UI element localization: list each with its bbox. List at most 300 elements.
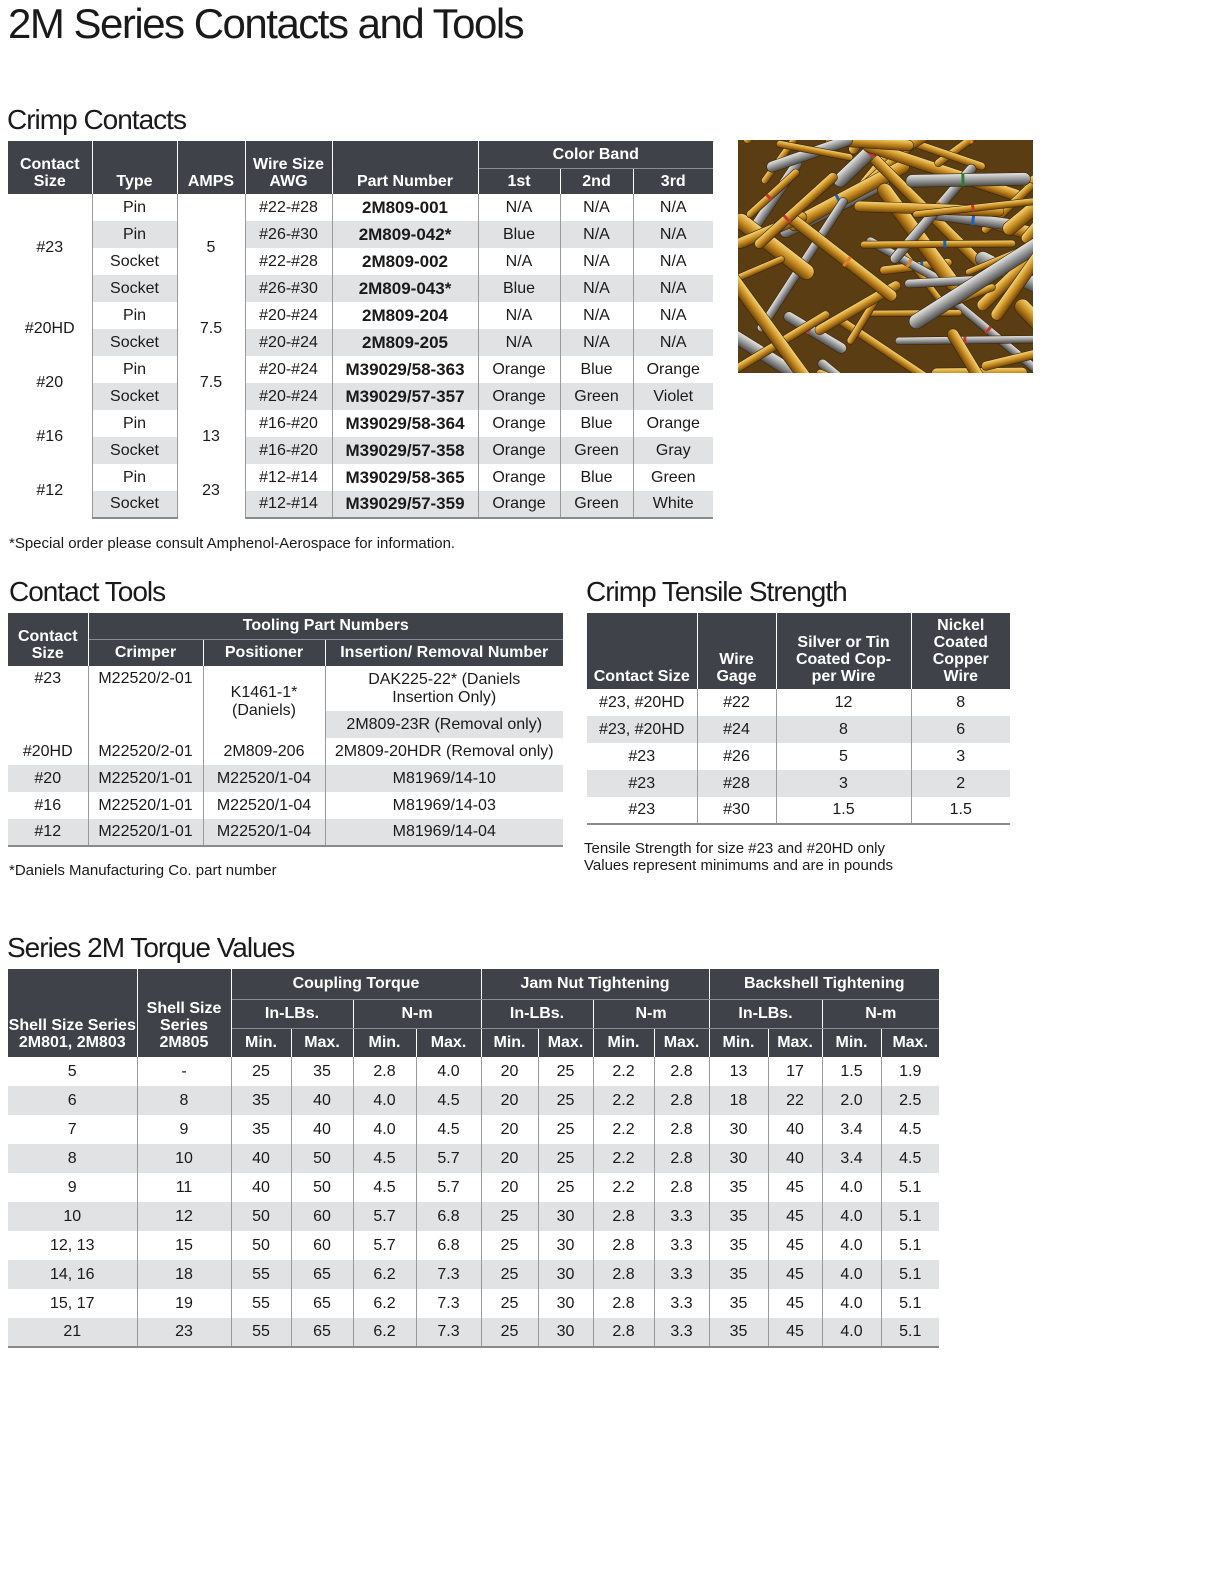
torque-value-cell: 65 [291,1289,353,1318]
torque-value-cell: 25 [538,1173,593,1202]
torque-value-cell: 25 [481,1260,538,1289]
torque-value-cell: 4.0 [822,1318,881,1347]
torque-value-cell: 25 [538,1115,593,1144]
tensile-table [587,613,1010,825]
torque-header-inlbs: In-LBs. [481,999,593,1028]
torque-value-cell: 35 [291,1057,353,1086]
torque-value-cell: 17 [768,1057,822,1086]
torque-value-cell: 2.8 [654,1144,709,1173]
torque-value-cell: 50 [231,1231,291,1260]
tools-positioner: M22520/1-04 [203,819,325,846]
tensile-gage-cell: #26 [697,743,776,770]
wire-size-cell: #22-#28 [245,248,332,275]
type-cell: Pin [92,194,177,221]
tools-insertion: M81969/14-03 [325,792,563,819]
torque-value-cell: 2.8 [654,1086,709,1115]
torque-value-cell: 35 [709,1289,768,1318]
shell-size-2m805-cell: 19 [137,1289,231,1318]
torque-value-cell: 6.2 [353,1318,416,1347]
type-cell: Pin [92,464,177,491]
tensile-silver-cell: 3 [776,770,911,797]
torque-value-cell: 1.5 [822,1057,881,1086]
torque-header-min: Min. [593,1028,654,1057]
torque-value-cell: 2.8 [593,1318,654,1347]
tensile-title: Crimp Tensile Strength [586,576,847,607]
type-cell: Pin [92,356,177,383]
torque-header-min: Min. [709,1028,768,1057]
torque-value-cell: 25 [538,1086,593,1115]
torque-value-cell: 4.5 [353,1173,416,1202]
tools-header-insertion: Insertion/ Removal Number [325,639,563,666]
tools-crimper-23: M22520/2-01 [88,666,203,738]
header-type: Type [92,141,177,194]
color-band-1st-cell: Orange [478,491,560,518]
part-number-cell: M39029/57-359 [332,491,478,518]
type-cell: Socket [92,248,177,275]
amps-cell: 5 [177,194,245,302]
shell-size-2m805-cell: 15 [137,1231,231,1260]
tools-size: #20 [8,765,88,792]
type-cell: Socket [92,383,177,410]
tensile-size-cell: #23, #20HD [587,716,697,743]
torque-value-cell: 4.0 [822,1289,881,1318]
shell-size-2m805-cell: 8 [137,1086,231,1115]
tools-insertion-23b: 2M809-23R (Removal only) [325,711,563,738]
torque-value-cell: 6.8 [416,1231,481,1260]
color-band-1st-cell: Blue [478,221,560,248]
amps-cell: 23 [177,464,245,518]
torque-value-cell: 25 [481,1231,538,1260]
header-part-number: Part Number [332,141,478,194]
torque-header-backshell: Backshell Tightening [709,969,939,999]
part-number-cell: 2M809-043* [332,275,478,302]
tools-positioner: 2M809-206 [203,738,325,765]
torque-value-cell: 5.7 [353,1231,416,1260]
torque-header-inlbs: In-LBs. [231,999,353,1028]
contact-size-cell: #20HD [8,302,92,356]
torque-value-cell: 5.1 [881,1202,939,1231]
color-band-3rd-cell: N/A [633,302,713,329]
torque-value-cell: 25 [481,1318,538,1347]
color-band-2nd-cell: N/A [560,221,633,248]
torque-value-cell: 4.5 [881,1115,939,1144]
color-band-1st-cell: N/A [478,248,560,275]
torque-header-max: Max. [538,1028,593,1057]
color-band-1st-cell: N/A [478,302,560,329]
torque-header-max: Max. [291,1028,353,1057]
header-amps: AMPS [177,141,245,194]
torque-value-cell: 2.2 [593,1057,654,1086]
part-number-cell: M39029/57-357 [332,383,478,410]
torque-value-cell: 7.3 [416,1318,481,1347]
torque-value-cell: 2.8 [593,1231,654,1260]
torque-value-cell: 40 [291,1115,353,1144]
color-band-1st-cell: Orange [478,410,560,437]
crimp-contacts-table [8,141,713,519]
torque-value-cell: 3.3 [654,1289,709,1318]
torque-value-cell: 7.3 [416,1289,481,1318]
color-band-3rd-cell: Green [633,464,713,491]
torque-value-cell: 5.7 [416,1144,481,1173]
tensile-nickel-cell: 1.5 [911,797,1010,824]
wire-size-cell: #20-#24 [245,383,332,410]
contact-size-cell: #23 [8,194,92,302]
tensile-size-cell: #23, #20HD [587,689,697,716]
part-number-cell: M39029/58-365 [332,464,478,491]
torque-value-cell: 4.0 [822,1173,881,1202]
tensile-size-cell: #23 [587,743,697,770]
wire-size-cell: #20-#24 [245,356,332,383]
torque-value-cell: 50 [231,1202,291,1231]
torque-value-cell: 4.0 [822,1202,881,1231]
torque-value-cell: 25 [538,1144,593,1173]
tools-crimper: M22520/1-01 [88,792,203,819]
torque-value-cell: 3.4 [822,1144,881,1173]
torque-header-inlbs: In-LBs. [709,999,822,1028]
tensile-header-nickel: Nickel Coated Copper Wire [911,613,1010,689]
torque-value-cell: 2.8 [593,1289,654,1318]
torque-header-nm: N-m [593,999,709,1028]
type-cell: Socket [92,491,177,518]
part-number-cell: M39029/57-358 [332,437,478,464]
part-number-cell: 2M809-001 [332,194,478,221]
tensile-nickel-cell: 3 [911,743,1010,770]
color-band-1st-cell: Orange [478,383,560,410]
header-contact-size: Contact Size [8,141,92,194]
shell-size-2m805-cell: 12 [137,1202,231,1231]
shell-size-cell: 21 [8,1318,137,1347]
shell-size-cell: 9 [8,1173,137,1202]
wire-size-cell: #20-#24 [245,302,332,329]
tools-positioner-23: K1461-1* (Daniels) [203,666,325,738]
torque-value-cell: 2.5 [881,1086,939,1115]
header-wire-size: Wire Size AWG [245,141,332,194]
tools-insertion: M81969/14-10 [325,765,563,792]
shell-size-cell: 10 [8,1202,137,1231]
tensile-note-1: Tensile Strength for size #23 and #20HD only [584,840,886,857]
color-band-1st-cell: Orange [478,356,560,383]
contact-tools-footnote: *Daniels Manufacturing Co. part number [9,862,277,879]
torque-value-cell: 20 [481,1086,538,1115]
torque-value-cell: 30 [538,1231,593,1260]
color-band-3rd-cell: N/A [633,221,713,248]
tensile-nickel-cell: 8 [911,689,1010,716]
type-cell: Pin [92,221,177,248]
torque-header-max: Max. [768,1028,822,1057]
torque-value-cell: 4.0 [822,1231,881,1260]
torque-value-cell: 5.1 [881,1260,939,1289]
torque-header-nm: N-m [353,999,481,1028]
torque-value-cell: 3.3 [654,1318,709,1347]
torque-value-cell: 4.5 [416,1086,481,1115]
torque-value-cell: 35 [709,1231,768,1260]
contact-size-cell: #12 [8,464,92,518]
color-band-2nd-cell: N/A [560,248,633,275]
torque-value-cell: 2.2 [593,1115,654,1144]
tensile-silver-cell: 8 [776,716,911,743]
tensile-header-contact-size: Contact Size [587,613,697,689]
torque-value-cell: 4.0 [353,1115,416,1144]
shell-size-cell: 8 [8,1144,137,1173]
contact-size-cell: #20 [8,356,92,410]
tools-positioner: M22520/1-04 [203,765,325,792]
torque-value-cell: 25 [481,1202,538,1231]
type-cell: Socket [92,329,177,356]
color-band-3rd-cell: Orange [633,356,713,383]
torque-value-cell: 40 [768,1115,822,1144]
tools-size: #20HD [8,738,88,765]
torque-value-cell: 3.3 [654,1202,709,1231]
torque-header-min: Min. [353,1028,416,1057]
shell-size-2m805-cell: 10 [137,1144,231,1173]
color-band-2nd-cell: Blue [560,356,633,383]
torque-value-cell: 45 [768,1202,822,1231]
torque-value-cell: 2.8 [654,1115,709,1144]
tensile-gage-cell: #22 [697,689,776,716]
torque-value-cell: 55 [231,1318,291,1347]
torque-value-cell: 30 [538,1202,593,1231]
torque-value-cell: 2.2 [593,1086,654,1115]
part-number-cell: 2M809-002 [332,248,478,275]
shell-size-cell: 14, 16 [8,1260,137,1289]
torque-header-nm: N-m [822,999,939,1028]
torque-value-cell: 35 [231,1115,291,1144]
color-band-3rd-cell: N/A [633,194,713,221]
torque-value-cell: 7.3 [416,1260,481,1289]
torque-value-cell: 45 [768,1318,822,1347]
wire-size-cell: #12-#14 [245,491,332,518]
tensile-header-silver: Silver or Tin Coated Cop- per Wire [776,613,911,689]
page-title: 2M Series Contacts and Tools [8,0,524,47]
torque-value-cell: 2.8 [353,1057,416,1086]
torque-value-cell: 25 [231,1057,291,1086]
torque-value-cell: 6.2 [353,1260,416,1289]
torque-table [8,969,939,1348]
torque-value-cell: 45 [768,1260,822,1289]
tensile-silver-cell: 1.5 [776,797,911,824]
color-band-3rd-cell: N/A [633,329,713,356]
torque-value-cell: 6.8 [416,1202,481,1231]
color-band-2nd-cell: N/A [560,302,633,329]
part-number-cell: M39029/58-363 [332,356,478,383]
shell-size-2m805-cell: 9 [137,1115,231,1144]
color-band-2nd-cell: Blue [560,410,633,437]
tensile-nickel-cell: 6 [911,716,1010,743]
torque-header-jam: Jam Nut Tightening [481,969,709,999]
tensile-header-wire-gage: Wire Gage [697,613,776,689]
tools-size: #12 [8,819,88,846]
color-band-2nd-cell: N/A [560,329,633,356]
torque-value-cell: 35 [709,1260,768,1289]
color-band-2nd-cell: Blue [560,464,633,491]
color-band-3rd-cell: White [633,491,713,518]
torque-value-cell: 45 [768,1173,822,1202]
torque-value-cell: 60 [291,1231,353,1260]
wire-size-cell: #16-#20 [245,410,332,437]
torque-value-cell: 3.4 [822,1115,881,1144]
shell-size-cell: 6 [8,1086,137,1115]
amps-cell: 7.5 [177,302,245,356]
tools-positioner: M22520/1-04 [203,792,325,819]
tools-header-crimper: Crimper [88,639,203,666]
color-band-3rd-cell: Orange [633,410,713,437]
wire-size-cell: #26-#30 [245,221,332,248]
tools-header-tooling: Tooling Part Numbers [88,613,563,639]
torque-value-cell: 45 [768,1289,822,1318]
color-band-3rd-cell: N/A [633,275,713,302]
torque-value-cell: 25 [538,1057,593,1086]
shell-size-2m805-cell: 11 [137,1173,231,1202]
header-band-2nd: 2nd [560,168,633,194]
torque-header-coupling: Coupling Torque [231,969,481,999]
color-band-3rd-cell: Violet [633,383,713,410]
color-band-1st-cell: Orange [478,464,560,491]
torque-value-cell: 20 [481,1057,538,1086]
torque-value-cell: 2.0 [822,1086,881,1115]
torque-value-cell: 5.7 [416,1173,481,1202]
color-band-2nd-cell: N/A [560,275,633,302]
color-band-3rd-cell: Gray [633,437,713,464]
torque-value-cell: 4.0 [416,1057,481,1086]
torque-value-cell: 40 [231,1173,291,1202]
color-band-1st-cell: N/A [478,329,560,356]
tools-header-contact-size: Contact Size [8,613,88,666]
torque-value-cell: 5.7 [353,1202,416,1231]
contact-size-cell: #16 [8,410,92,464]
shell-size-cell: 5 [8,1057,137,1086]
torque-value-cell: 55 [231,1289,291,1318]
tools-insertion: M81969/14-04 [325,819,563,846]
wire-size-cell: #12-#14 [245,464,332,491]
tensile-silver-cell: 5 [776,743,911,770]
torque-header-min: Min. [822,1028,881,1057]
torque-value-cell: 2.8 [654,1173,709,1202]
tensile-gage-cell: #28 [697,770,776,797]
torque-value-cell: 60 [291,1202,353,1231]
torque-value-cell: 2.8 [593,1260,654,1289]
torque-value-cell: 4.5 [881,1144,939,1173]
torque-value-cell: 6.2 [353,1289,416,1318]
shell-size-cell: 7 [8,1115,137,1144]
tools-crimper: M22520/2-01 [88,738,203,765]
torque-value-cell: 40 [291,1086,353,1115]
color-band-1st-cell: Blue [478,275,560,302]
torque-value-cell: 65 [291,1260,353,1289]
color-band-1st-cell: N/A [478,194,560,221]
torque-value-cell: 5.1 [881,1318,939,1347]
part-number-cell: M39029/58-364 [332,410,478,437]
wire-size-cell: #20-#24 [245,329,332,356]
tensile-nickel-cell: 2 [911,770,1010,797]
shell-size-cell: 12, 13 [8,1231,137,1260]
torque-value-cell: 25 [481,1289,538,1318]
shell-size-2m805-cell: 18 [137,1260,231,1289]
tools-size: #16 [8,792,88,819]
torque-value-cell: 50 [291,1173,353,1202]
torque-header-shell-b: Shell Size Series 2M805 [137,969,231,1057]
torque-value-cell: 5.1 [881,1231,939,1260]
torque-value-cell: 55 [231,1260,291,1289]
torque-value-cell: 35 [709,1202,768,1231]
part-number-cell: 2M809-205 [332,329,478,356]
torque-value-cell: 50 [291,1144,353,1173]
wire-size-cell: #16-#20 [245,437,332,464]
torque-value-cell: 22 [768,1086,822,1115]
contacts-photo-image [738,140,1033,373]
amps-cell: 13 [177,410,245,464]
torque-header-min: Min. [481,1028,538,1057]
torque-header-max: Max. [416,1028,481,1057]
color-band-2nd-cell: Green [560,437,633,464]
part-number-cell: 2M809-042* [332,221,478,248]
torque-value-cell: 35 [709,1173,768,1202]
wire-size-cell: #22-#28 [245,194,332,221]
torque-value-cell: 40 [768,1144,822,1173]
color-band-2nd-cell: N/A [560,194,633,221]
tensile-size-cell: #23 [587,770,697,797]
color-band-3rd-cell: N/A [633,248,713,275]
torque-value-cell: 40 [231,1144,291,1173]
torque-value-cell: 20 [481,1173,538,1202]
shell-size-2m805-cell: 23 [137,1318,231,1347]
torque-value-cell: 4.0 [353,1086,416,1115]
torque-value-cell: 4.5 [353,1144,416,1173]
torque-value-cell: 45 [768,1231,822,1260]
shell-size-2m805-cell: - [137,1057,231,1086]
amps-cell: 7.5 [177,356,245,410]
torque-header-min: Min. [231,1028,291,1057]
contacts-photo [738,140,1033,373]
torque-value-cell: 5.1 [881,1173,939,1202]
crimp-contacts-footnote: *Special order please consult Amphenol-Aerospace for information. [9,535,456,552]
torque-value-cell: 2.8 [654,1057,709,1086]
type-cell: Socket [92,275,177,302]
color-band-2nd-cell: Green [560,491,633,518]
tools-crimper: M22520/1-01 [88,819,203,846]
torque-value-cell: 3.3 [654,1260,709,1289]
crimp-contacts-title: Crimp Contacts [7,104,186,135]
torque-header-max: Max. [881,1028,939,1057]
torque-value-cell: 2.2 [593,1144,654,1173]
torque-value-cell: 4.5 [416,1115,481,1144]
torque-header-shell-a: Shell Size Series 2M801, 2M803 [8,969,137,1057]
tensile-gage-cell: #30 [697,797,776,824]
torque-title: Series 2M Torque Values [7,932,295,963]
torque-value-cell: 13 [709,1057,768,1086]
torque-value-cell: 35 [231,1086,291,1115]
torque-value-cell: 30 [709,1144,768,1173]
type-cell: Socket [92,437,177,464]
torque-value-cell: 18 [709,1086,768,1115]
torque-value-cell: 4.0 [822,1260,881,1289]
color-band-2nd-cell: Green [560,383,633,410]
shell-size-cell: 15, 17 [8,1289,137,1318]
tensile-size-cell: #23 [587,797,697,824]
torque-value-cell: 5.1 [881,1289,939,1318]
tools-size-23: #23 [8,666,88,738]
part-number-cell: 2M809-204 [332,302,478,329]
type-cell: Pin [92,302,177,329]
tools-insertion: 2M809-20HDR (Removal only) [325,738,563,765]
torque-value-cell: 30 [538,1260,593,1289]
tensile-gage-cell: #24 [697,716,776,743]
tools-crimper: M22520/1-01 [88,765,203,792]
torque-value-cell: 30 [538,1318,593,1347]
torque-value-cell: 1.9 [881,1057,939,1086]
torque-value-cell: 65 [291,1318,353,1347]
header-band-3rd: 3rd [633,168,713,194]
torque-value-cell: 2.8 [593,1202,654,1231]
